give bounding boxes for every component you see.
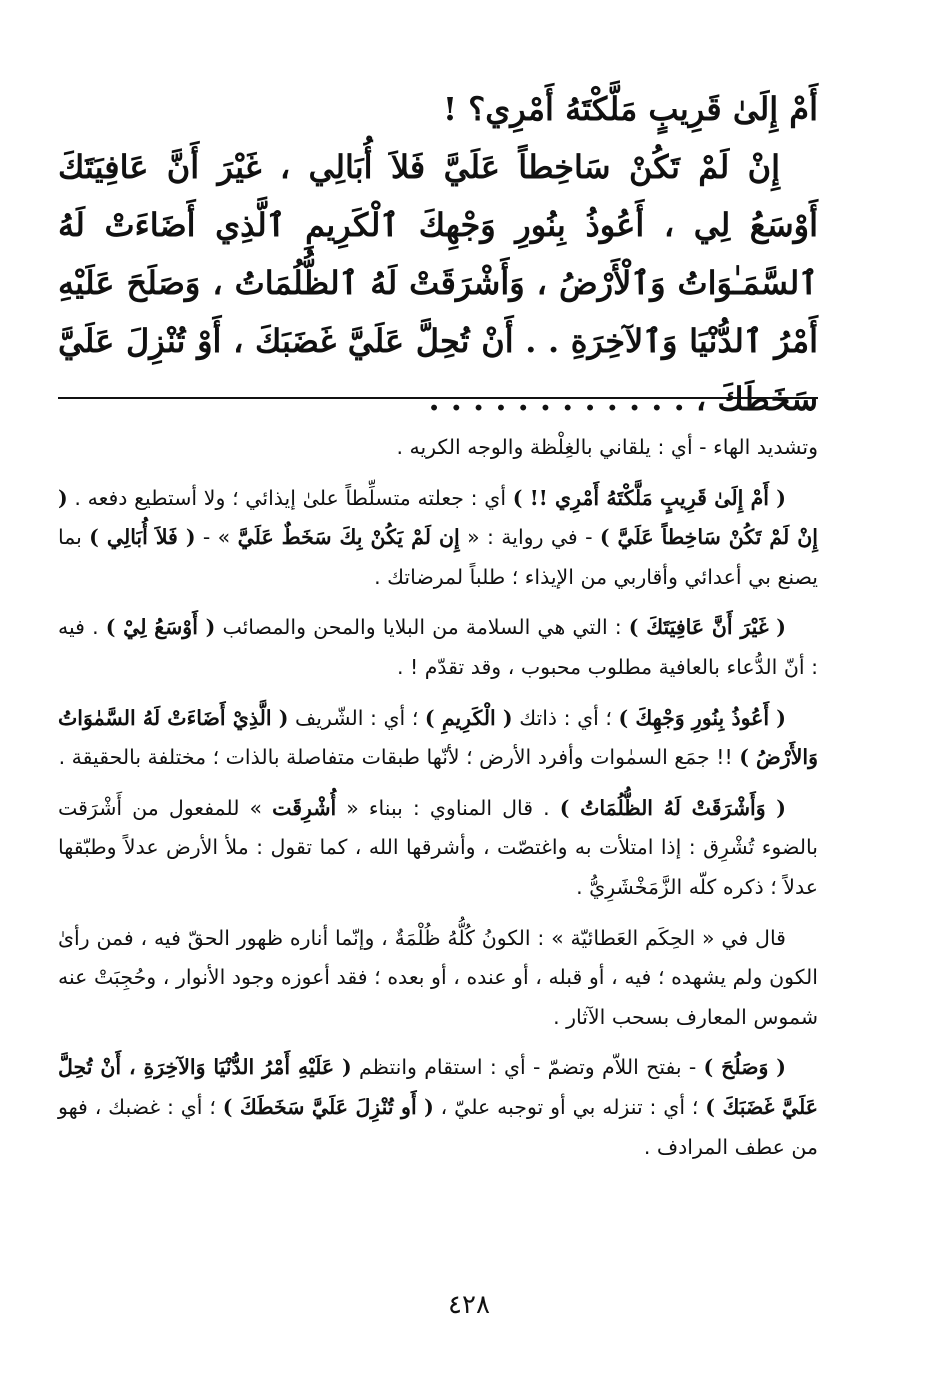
commentary-paragraph: [58, 608, 818, 687]
commentary-text: » للمفعول من أَشْرَقت بالضوء تُشْرِق : إذا امتلأت به واغتصّت ، وأشرقها الله ، كما تقول : ملأ الأرض عدلاً وطبّقها عدلاً ؛ ذكره كلّه الزَّمَخْشَرِيُّ .: [58, 795, 818, 899]
commentary-paragraph: [58, 1048, 818, 1167]
commentary-paragraph: [58, 919, 818, 1038]
commentary-paragraph: [58, 699, 818, 778]
commentary-text: !! جمَع السمٰوات وأفرد الأرض ؛ لأنّها طبقات متفاصلة بالذات ؛ مختلفة بالحقيقة .: [58, 745, 740, 770]
commentary-paragraph: [58, 789, 818, 908]
quoted-text: ( أَعُوذُ بِنُورِ وَجْهِكَ ): [618, 705, 786, 730]
commentary-text: » -: [195, 525, 238, 550]
page-number: ٤٢٨: [448, 1290, 490, 1320]
commentary-text: ؛ أي : غضبك ، فهو من عطف المرادف .: [58, 1094, 818, 1159]
commentary-text: ؛ أي : الشّريف: [288, 705, 425, 730]
commentary-text: . فيه : أنّ الدُّعاء بالعافية مطلوب محبوب ، وقد تقدّم ! .: [58, 615, 818, 679]
quoted-text: إِن لَمْ يَكُنْ بِكَ سَخَطٌ عَلَيَّ: [237, 525, 460, 550]
commentary-block: [58, 428, 818, 1178]
quoted-text: ( أَو تُنْزِلَ عَلَيَّ سَخَطَكَ ): [222, 1094, 434, 1119]
commentary-text: ؛ أي : ذاتك: [512, 705, 619, 730]
quoted-text: ( أَوْسَعُ لِيْ ): [105, 615, 216, 640]
commentary-paragraph: [58, 428, 818, 468]
commentary-text: بما يصنع بي أعدائي وأقاربي من الإيذاء ؛ طلباً لمرضاتك .: [58, 525, 818, 589]
commentary-text: ؛ أي : تنزله بي أو توجبه عليّ ،: [433, 1094, 706, 1119]
commentary-text: قال في « الحِكَم العَطائيّة » : الكونُ كُلُّهُ ظُلْمَةٌ ، وإنّما أناره ظهور الحقّ فيه ، فمن رأىٰ الكون ولم يشهده ؛ فيه ، أو قبله ، أو عنده ، أو بعده ؛ فقد أعوزه وجود الأنوار ، وحُجِبَتْ عنه شموس المعارف بسحب الآثار .: [58, 925, 818, 1029]
quoted-text: ( غَيْرَ أَنَّ عَافِيَتَكَ ): [628, 615, 787, 640]
quoted-text: ( عَلَيْهِ أَمْرُ الدُّنْيَا وَالآخِرَةِ ، أَنْ تُحِلَّ عَلَيَّ غَضَبَكَ ): [58, 1055, 818, 1119]
quoted-text: ( الْكَرِيمِ ): [424, 705, 513, 730]
quoted-text: ( أَمْ إِلَىٰ قَرِيبٍ مَلَّكْتَهُ أَمْرِي !! ): [512, 485, 787, 510]
commentary-text: أي : جعلته متسلِّطاً علىٰ إيذائي ؛ ولا أستطيع دفعه .: [67, 485, 513, 510]
main-text-block: [58, 80, 818, 428]
quoted-text: ( وَأَشْرَقَتْ لَهُ الظُّلُمَاتُ ): [559, 795, 786, 820]
commentary-text: - في رواية : «: [459, 525, 600, 550]
main-heading: أَمْ إِلَىٰ قَرِيبٍ مَلَّكْتَهُ أَمْرِي؟ !: [443, 90, 818, 128]
commentary-paragraph: [58, 479, 818, 598]
commentary-text: . قال المناوي : ببناء «: [336, 795, 560, 820]
commentary-text: - بفتح اللاّم وتضمّ - أي : استقام وانتظم: [351, 1055, 704, 1080]
main-paragraph: إِنْ لَمْ تَكُنْ سَاخِطاً عَلَيَّ فَلاَ أُبَالِي ، غَيْرَ أَنَّ عَافِيَتَكَ أَوْسَعُ لِي ، أَعُوذُ بِنُورِ وَجْهِكَ ٱلْكَرِيمِ ٱلَّذِي أَضَاءَتْ لَهُ ٱلسَّمَـٰوَاتُ وَٱلْأَرْضُ ، وَأَشْرَقَتْ لَهُ ٱلظُّلُمَاتُ ، وَصَلَحَ عَلَيْهِ أَمْرُ ٱلدُّنْيَا وَٱلآخِرَةِ . . أَنْ تُحِلَّ عَلَيَّ غَضَبَكَ ، أَوْ تُنْزِلَ عَلَيَّ سَخَطَكَ ، . . . . . . . . . . . .: [58, 148, 818, 418]
quoted-text: ( فَلاَ أُبَالِي ): [89, 525, 196, 550]
commentary-text: وتشديد الهاء - أي : يلقاني بالغِلْظة والوجه الكريه .: [396, 435, 818, 459]
quoted-text: ( الَّذِيْ أَضَاءَتْ لَهُ السَّمٰوَاتُ وَالأَرْضُ ): [58, 705, 818, 770]
quoted-text: ( وَصَلُحَ ): [703, 1055, 787, 1080]
quoted-text: أُشْرِقَت: [272, 795, 337, 820]
footnote-separator: [58, 397, 818, 399]
commentary-text: : التي هي السلامة من البلايا والمحن والمصائب: [215, 615, 629, 640]
quoted-text: ( إِنْ لَمْ تَكُنْ سَاخِطاً عَلَيَّ ): [58, 485, 818, 550]
